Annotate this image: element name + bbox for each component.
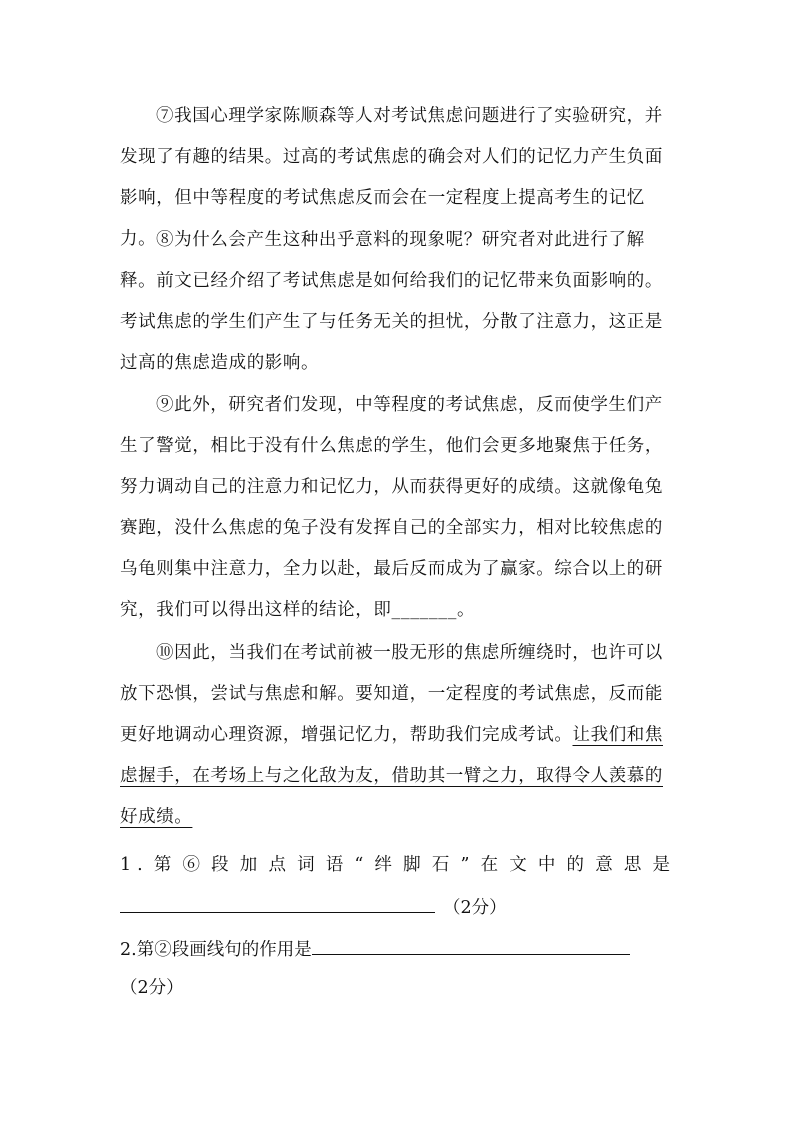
answer-blank-1[interactable]: [120, 892, 435, 913]
paragraph-10: [120, 633, 676, 838]
paragraph-7: ⑦我国心理学家陈顺森等人对考试焦虑问题进行了实验研究，并发现了有趣的结果。过高的考试焦虑的确会对人们的记忆力产生负面影响，但中等程度的考试焦虑反而会在一定程度上提高考生的记忆力。: [120, 106, 663, 249]
question-1: 1.第⑥段加点词语“绊脚石”在文中的意思是: [120, 855, 676, 875]
paragraph-10-text: ⑩因此，当我们在考试前被一股无形的焦虑所缠绕时，也许可以放下恐惧，尝试与焦虑和解。要知道，一定程度的考试焦虑，反而能更好地调动心理资源，增强记忆力，帮助我们完成考试。: [120, 643, 663, 745]
question-1-answer-line: [120, 888, 676, 929]
paragraph-8: ⑧为什么会产生这种出乎意料的现象呢？研究者对此进行了解释。前文已经介绍了考试焦虑是如何给我们的记忆带来负面影响的。考试焦虑的学生们产生了与任务无关的担忧，分散了注意力，这正是过高的焦虑造成的影响。: [120, 230, 663, 373]
answer-blank-2[interactable]: [312, 934, 630, 955]
question-2-score: （2分）: [120, 978, 184, 998]
paragraph-10-underlined-sentence: 让我们和焦虑握手，在考场上与之化敌为友，借助其一臂之力，取得令人羡慕的好成绩。: [120, 725, 663, 827]
question-1-score: （2分）: [443, 898, 507, 918]
paragraph-9: ⑨此外，研究者们发现，中等程度的考试焦虑，反而使学生们产生了警觉，相比于没有什么焦虑的学生，他们会更多地聚焦于任务，努力调动自己的注意力和记忆力，从而获得更好的成绩。这就像龟兔赛跑，没什么焦虑的兔子没有发挥自己的全部实力，相对比较焦虑的乌龟则集中注意力，全力以赴，最后反而成为了赢家。综合以上的研究，我们可以得出这样的结论，即_______。: [120, 395, 663, 620]
question-2-text: 2.第②段画线句的作用是: [120, 940, 312, 960]
question-2: [120, 930, 676, 971]
